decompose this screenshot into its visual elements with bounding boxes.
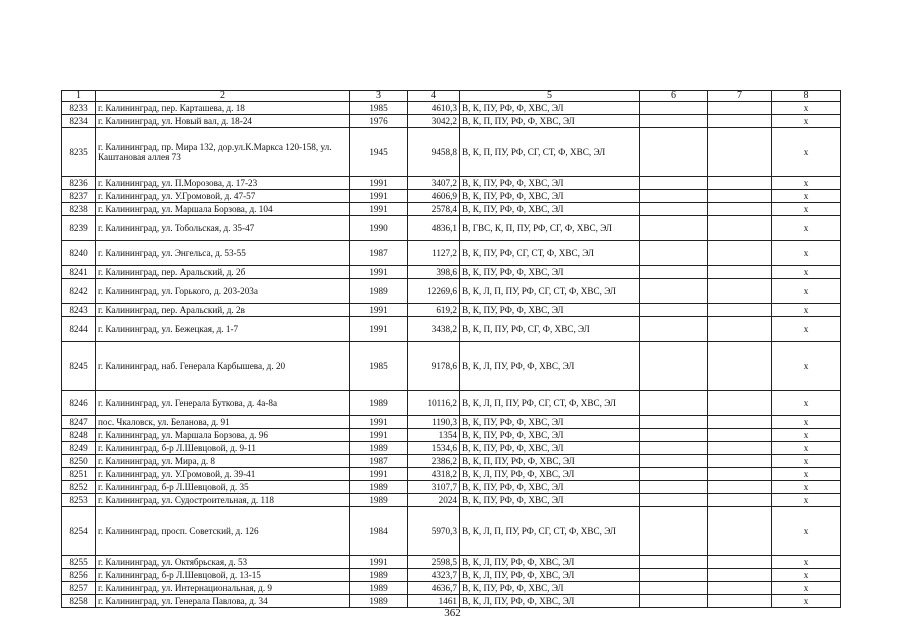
record-number: 8238 [62,203,96,216]
mark-cell: x [772,416,841,429]
record-number: 8253 [62,494,96,507]
mark-cell: x [772,190,841,203]
address-cell: г. Калининград, ул. Энгельса, д. 53-55 [96,241,350,266]
area-cell: 4610,3 [408,102,460,115]
column-7-cell [708,556,772,569]
year-cell: 1991 [350,429,408,442]
systems-cell: В, К, ПУ, РФ, Ф, ХВС, ЭЛ [460,442,640,455]
record-number: 8247 [62,416,96,429]
column-6-cell [640,203,708,216]
record-number: 8241 [62,266,96,279]
record-number: 8245 [62,342,96,391]
year-cell: 1991 [350,266,408,279]
column-header: 1 [62,91,96,102]
column-7-cell [708,391,772,416]
record-number: 8250 [62,455,96,468]
area-cell: 1127,2 [408,241,460,266]
address-cell: г. Калининград, пер. Аральский, д. 2в [96,304,350,317]
table-row [62,317,841,342]
table-row [62,102,841,115]
address-cell: г. Калининград, ул. Тобольская, д. 35-47 [96,216,350,241]
area-cell: 1190,3 [408,416,460,429]
record-number: 8244 [62,317,96,342]
area-cell: 4606,9 [408,190,460,203]
systems-cell: В, К, П, ПУ, РФ, Ф, ХВС, ЭЛ [460,115,640,128]
address-cell: г. Калининград, ул. П.Морозова, д. 17-23 [96,177,350,190]
table-row [62,391,841,416]
table-row [62,507,841,556]
column-number-header-row [62,91,841,102]
address-cell: г. Калининград, ул. Маршала Борзова, д. 96 [96,429,350,442]
column-7-cell [708,342,772,391]
year-cell: 1989 [350,494,408,507]
column-7-cell [708,595,772,608]
address-cell: г. Калининград, ул. Маршала Борзова, д. 104 [96,203,350,216]
table-row [62,216,841,241]
record-number: 8256 [62,569,96,582]
address-cell: г. Калининград, ул. У.Громовой, д. 39-41 [96,468,350,481]
table-row [62,569,841,582]
systems-cell: В, К, ПУ, РФ, Ф, ХВС, ЭЛ [460,304,640,317]
area-cell: 1354 [408,429,460,442]
address-cell: г. Калининград, пр. Мира 132, дор.ул.К.Маркса 120-158, ул. Каштановая аллея 73 [96,128,350,177]
column-6-cell [640,128,708,177]
record-number: 8249 [62,442,96,455]
record-number: 8237 [62,190,96,203]
column-header: 5 [460,91,640,102]
address-cell: г. Калининград, ул. Интернациональная, д. 9 [96,582,350,595]
column-7-cell [708,317,772,342]
systems-cell: В, К, ПУ, РФ, СГ, СТ, Ф, ХВС, ЭЛ [460,241,640,266]
year-cell: 1991 [350,190,408,203]
column-7-cell [708,582,772,595]
column-7-cell [708,429,772,442]
column-7-cell [708,115,772,128]
record-number: 8240 [62,241,96,266]
systems-cell: В, ГВС, К, П, ПУ, РФ, СГ, Ф, ХВС, ЭЛ [460,216,640,241]
column-7-cell [708,442,772,455]
column-6-cell [640,391,708,416]
column-7-cell [708,468,772,481]
year-cell: 1991 [350,416,408,429]
area-cell: 3107,7 [408,481,460,494]
year-cell: 1945 [350,128,408,177]
table-row [62,266,841,279]
column-6-cell [640,569,708,582]
year-cell: 1990 [350,216,408,241]
table-row [62,177,841,190]
area-cell: 2386,2 [408,455,460,468]
systems-cell: В, К, ПУ, РФ, Ф, ХВС, ЭЛ [460,481,640,494]
mark-cell: x [772,429,841,442]
column-7-cell [708,494,772,507]
systems-cell: В, К, П, ПУ, РФ, СГ, Ф, ХВС, ЭЛ [460,317,640,342]
column-6-cell [640,115,708,128]
column-7-cell [708,507,772,556]
mark-cell: x [772,177,841,190]
area-cell: 4318,2 [408,468,460,481]
year-cell: 1987 [350,455,408,468]
column-7-cell [708,190,772,203]
mark-cell: x [772,102,841,115]
column-6-cell [640,304,708,317]
column-header: 6 [640,91,708,102]
area-cell: 3407,2 [408,177,460,190]
table-row [62,595,841,608]
mark-cell: x [772,481,841,494]
column-header: 8 [772,91,841,102]
column-7-cell [708,304,772,317]
mark-cell: x [772,216,841,241]
table-row [62,279,841,304]
table-row [62,342,841,391]
area-cell: 9178,6 [408,342,460,391]
record-number: 8251 [62,468,96,481]
column-6-cell [640,429,708,442]
mark-cell: x [772,203,841,216]
column-7-cell [708,203,772,216]
column-6-cell [640,266,708,279]
year-cell: 1989 [350,481,408,494]
table-row [62,468,841,481]
column-6-cell [640,241,708,266]
record-number: 8235 [62,128,96,177]
address-cell: г. Калининград, пер. Аральский, д. 2б [96,266,350,279]
column-6-cell [640,556,708,569]
record-number: 8239 [62,216,96,241]
column-7-cell [708,455,772,468]
table-body [62,91,841,608]
area-cell: 10116,2 [408,391,460,416]
column-header: 7 [708,91,772,102]
column-header: 3 [350,91,408,102]
mark-cell: x [772,266,841,279]
mark-cell: x [772,442,841,455]
mark-cell: x [772,582,841,595]
year-cell: 1989 [350,391,408,416]
year-cell: 1985 [350,102,408,115]
year-cell: 1991 [350,317,408,342]
systems-cell: В, К, ПУ, РФ, Ф, ХВС, ЭЛ [460,582,640,595]
housing-register-table [61,90,841,608]
mark-cell: x [772,391,841,416]
year-cell: 1984 [350,507,408,556]
systems-cell: В, К, ПУ, РФ, Ф, ХВС, ЭЛ [460,177,640,190]
year-cell: 1991 [350,556,408,569]
address-cell: г. Калининград, ул. Мира, д. 8 [96,455,350,468]
column-6-cell [640,342,708,391]
mark-cell: x [772,304,841,317]
year-cell: 1991 [350,304,408,317]
column-7-cell [708,569,772,582]
column-6-cell [640,416,708,429]
record-number: 8252 [62,481,96,494]
table-row [62,115,841,128]
column-7-cell [708,102,772,115]
mark-cell: x [772,241,841,266]
systems-cell: В, К, ПУ, РФ, Ф, ХВС, ЭЛ [460,266,640,279]
address-cell: г. Калининград, ул. Горького, д. 203-203а [96,279,350,304]
mark-cell: x [772,279,841,304]
page-number: 362 [444,607,461,619]
mark-cell: x [772,595,841,608]
year-cell: 1991 [350,468,408,481]
systems-cell: В, К, ПУ, РФ, Ф, ХВС, ЭЛ [460,190,640,203]
area-cell: 398,6 [408,266,460,279]
mark-cell: x [772,115,841,128]
mark-cell: x [772,317,841,342]
record-number: 8255 [62,556,96,569]
table-row [62,481,841,494]
column-6-cell [640,177,708,190]
mark-cell: x [772,455,841,468]
address-cell: г. Калининград, ул. У.Громовой, д. 47-57 [96,190,350,203]
area-cell: 1534,6 [408,442,460,455]
year-cell: 1991 [350,177,408,190]
table-row [62,556,841,569]
address-cell: г. Калининград, б-р Л.Шевцовой, д. 35 [96,481,350,494]
area-cell: 1461 [408,595,460,608]
area-cell: 2024 [408,494,460,507]
systems-cell: В, К, Л, ПУ, РФ, Ф, ХВС, ЭЛ [460,556,640,569]
year-cell: 1989 [350,279,408,304]
area-cell: 9458,8 [408,128,460,177]
record-number: 8243 [62,304,96,317]
systems-cell: В, К, Л, ПУ, РФ, Ф, ХВС, ЭЛ [460,595,640,608]
column-6-cell [640,582,708,595]
record-number: 8254 [62,507,96,556]
year-cell: 1987 [350,241,408,266]
record-number: 8258 [62,595,96,608]
mark-cell: x [772,507,841,556]
record-number: 8246 [62,391,96,416]
address-cell: г. Калининград, ул. Судостроительная, д. 118 [96,494,350,507]
column-7-cell [708,241,772,266]
column-6-cell [640,507,708,556]
address-cell: г. Калининград, ул. Новый вал, д. 18-24 [96,115,350,128]
systems-cell: В, К, Л, П, ПУ, РФ, СГ, СТ, Ф, ХВС, ЭЛ [460,391,640,416]
year-cell: 1991 [350,203,408,216]
year-cell: 1989 [350,582,408,595]
area-cell: 2598,5 [408,556,460,569]
table-row [62,442,841,455]
systems-cell: В, К, Л, ПУ, РФ, Ф, ХВС, ЭЛ [460,342,640,391]
area-cell: 4323,7 [408,569,460,582]
systems-cell: В, К, ПУ, РФ, Ф, ХВС, ЭЛ [460,494,640,507]
address-cell: г. Калининград, ул. Бежецкая, д. 1-7 [96,317,350,342]
address-cell: г. Калининград, б-р Л.Шевцовой, д. 9-11 [96,442,350,455]
column-7-cell [708,266,772,279]
mark-cell: x [772,128,841,177]
area-cell: 2578,4 [408,203,460,216]
area-cell: 4836,1 [408,216,460,241]
area-cell: 5970,3 [408,507,460,556]
table-row [62,429,841,442]
systems-cell: В, К, П, ПУ, РФ, Ф, ХВС, ЭЛ [460,455,640,468]
area-cell: 12269,6 [408,279,460,304]
table-row [62,304,841,317]
address-cell: г. Калининград, ул. Генерала Павлова, д. 34 [96,595,350,608]
record-number: 8236 [62,177,96,190]
systems-cell: В, К, ПУ, РФ, Ф, ХВС, ЭЛ [460,429,640,442]
column-6-cell [640,102,708,115]
column-7-cell [708,216,772,241]
table-row [62,494,841,507]
systems-cell: В, К, Л, П, ПУ, РФ, СГ, СТ, Ф, ХВС, ЭЛ [460,507,640,556]
record-number: 8257 [62,582,96,595]
table-row [62,190,841,203]
year-cell: 1989 [350,569,408,582]
column-7-cell [708,416,772,429]
record-number: 8233 [62,102,96,115]
systems-cell: В, К, ПУ, РФ, Ф, ХВС, ЭЛ [460,203,640,216]
area-cell: 619,2 [408,304,460,317]
year-cell: 1989 [350,442,408,455]
systems-cell: В, К, ПУ, РФ, Ф, ХВС, ЭЛ [460,416,640,429]
column-6-cell [640,279,708,304]
column-6-cell [640,455,708,468]
address-cell: г. Калининград, ул. Генерала Буткова, д. 4а-8а [96,391,350,416]
mark-cell: x [772,342,841,391]
column-6-cell [640,442,708,455]
mark-cell: x [772,556,841,569]
table-row [62,582,841,595]
column-6-cell [640,481,708,494]
area-cell: 4636,7 [408,582,460,595]
table-row [62,128,841,177]
column-6-cell [640,595,708,608]
systems-cell: В, К, П, ПУ, РФ, СГ, СТ, Ф, ХВС, ЭЛ [460,128,640,177]
table-row [62,416,841,429]
year-cell: 1989 [350,595,408,608]
area-cell: 3438,2 [408,317,460,342]
address-cell: г. Калининград, просп. Советский, д. 126 [96,507,350,556]
column-7-cell [708,279,772,304]
table-row [62,203,841,216]
systems-cell: В, К, Л, П, ПУ, РФ, СГ, СТ, Ф, ХВС, ЭЛ [460,279,640,304]
mark-cell: x [772,494,841,507]
table-row [62,455,841,468]
address-cell: пос. Чкаловск, ул. Беланова, д. 91 [96,416,350,429]
column-header: 4 [408,91,460,102]
column-6-cell [640,494,708,507]
column-6-cell [640,317,708,342]
area-cell: 3042,2 [408,115,460,128]
record-number: 8248 [62,429,96,442]
year-cell: 1976 [350,115,408,128]
address-cell: г. Калининград, ул. Октябрьская, д. 53 [96,556,350,569]
column-7-cell [708,177,772,190]
systems-cell: В, К, Л, ПУ, РФ, Ф, ХВС, ЭЛ [460,468,640,481]
record-number: 8234 [62,115,96,128]
record-number: 8242 [62,279,96,304]
year-cell: 1985 [350,342,408,391]
mark-cell: x [772,569,841,582]
address-cell: г. Калининград, б-р Л.Шевцовой, д. 13-15 [96,569,350,582]
address-cell: г. Калининград, пер. Карташева, д. 18 [96,102,350,115]
column-7-cell [708,481,772,494]
table-row [62,241,841,266]
column-7-cell [708,128,772,177]
systems-cell: В, К, Л, ПУ, РФ, Ф, ХВС, ЭЛ [460,569,640,582]
column-header: 2 [96,91,350,102]
column-6-cell [640,190,708,203]
mark-cell: x [772,468,841,481]
address-cell: г. Калининград, наб. Генерала Карбышева, д. 20 [96,342,350,391]
systems-cell: В, К, ПУ, РФ, Ф, ХВС, ЭЛ [460,102,640,115]
column-6-cell [640,468,708,481]
column-6-cell [640,216,708,241]
